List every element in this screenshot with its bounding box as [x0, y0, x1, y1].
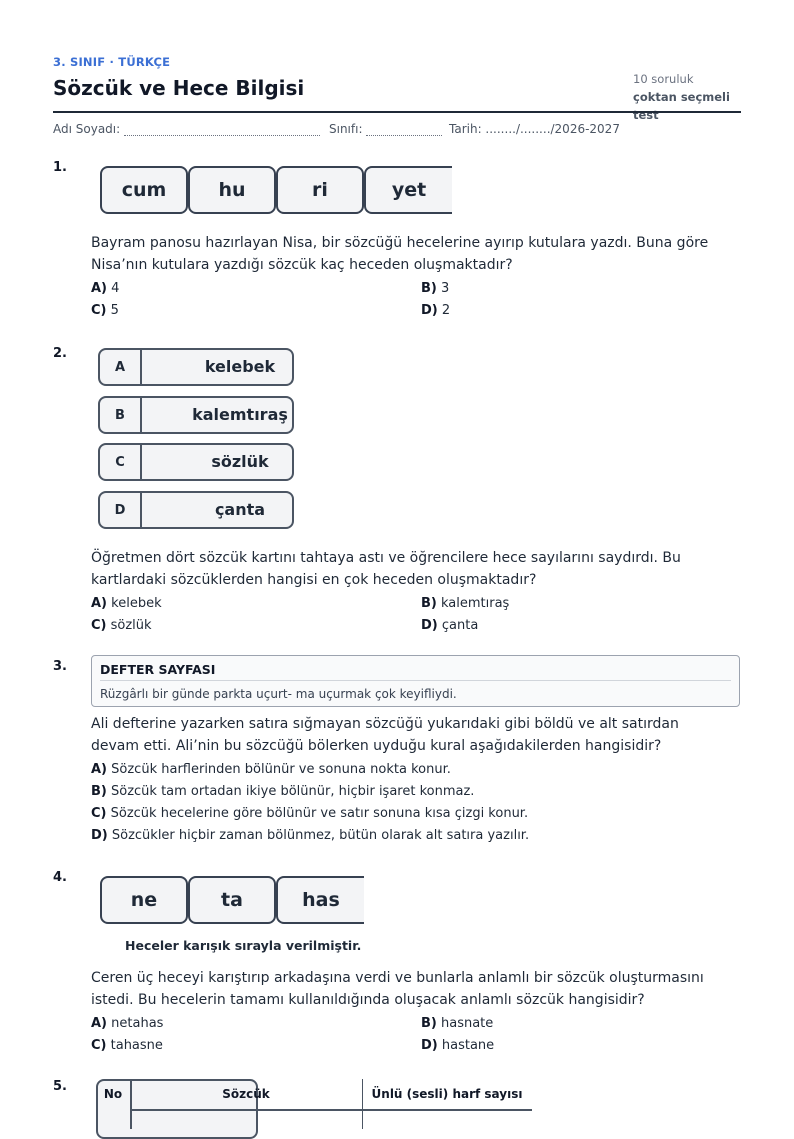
option-d[interactable]: D) 2 — [421, 303, 451, 318]
subject-label: 3. SINIF · TÜRKÇE — [53, 55, 171, 69]
card-word: kelebek — [204, 357, 276, 376]
question-number: 2. — [53, 346, 67, 361]
option-a[interactable]: A) netahas — [91, 1016, 164, 1031]
card-word: sözlük — [211, 452, 269, 471]
question-text: Ceren üç heceyi karıştırıp arkadaşına verdi ve bunlarla anlamlı bir sözcük oluşturmasını istedi. Bu hecelerin tamamı kullanıldığında oluşacak anlamlı sözcük hangisidir? — [91, 970, 704, 1008]
question-number: 3. — [53, 659, 67, 674]
option-b[interactable]: B) 3 — [421, 281, 450, 296]
notebook-text: Rüzgârlı bir günde parkta uçurt- ma uçurmak çok keyifliydi. — [100, 687, 457, 701]
option-d[interactable]: D) çanta — [421, 618, 479, 633]
question-number: 1. — [53, 160, 67, 175]
test-type: çoktan seçmeli test — [633, 90, 730, 122]
syllable-box: has — [276, 876, 364, 924]
option-b[interactable]: B) hasnate — [421, 1016, 494, 1031]
word-card — [98, 396, 294, 434]
card-word: kalemtıraş — [192, 405, 288, 424]
table-header-vowels: Ünlü (sesli) harf sayısı — [371, 1087, 523, 1101]
header-divider — [53, 111, 741, 113]
option-a[interactable]: A) Sözcük harflerinden bölünür ve sonuna nokta konur. — [91, 762, 451, 777]
name-field[interactable] — [124, 123, 320, 136]
card-letter: B — [100, 398, 142, 432]
syllable-box: ri — [276, 166, 364, 214]
question-count: 10 soruluk — [633, 72, 694, 86]
date-label: Tarih: ......../......../2026-2027 — [449, 122, 620, 136]
syllable-box: hu — [188, 166, 276, 214]
card-letter: A — [100, 350, 142, 384]
syllable-caption: Heceler karışık sırayla verilmiştir. — [125, 938, 362, 953]
question-text: Ali defterine yazarken satıra sığmayan sözcüğü yukarıdaki gibi böldü ve alt satırdan devam etti. Ali’nin bu sözcüğü bölerken uyduğu kural aşağıdakilerden hangisidir? — [91, 716, 679, 754]
option-c[interactable]: C) Sözcük hecelerine göre bölünür ve satır sonuna kısa çizgi konur. — [91, 806, 529, 821]
option-a[interactable]: A) kelebek — [91, 596, 162, 611]
word-card — [98, 348, 294, 386]
syllable-box: yet — [364, 166, 452, 214]
syllable-box: ne — [100, 876, 188, 924]
word-card — [98, 491, 294, 529]
card-letter: C — [100, 445, 142, 479]
page-title: Sözcük ve Hece Bilgisi — [53, 76, 305, 100]
syllable-box: ta — [188, 876, 276, 924]
option-b[interactable]: B) Sözcük tam ortadan ikiye bölünür, hiçbir işaret konmaz. — [91, 784, 475, 799]
test-meta — [633, 70, 741, 124]
name-label: Adı Soyadı: — [53, 122, 121, 136]
option-d[interactable]: D) Sözcükler hiçbir zaman bölünmez, bütün olarak alt satıra yazılır. — [91, 828, 530, 843]
notebook-title: DEFTER SAYFASI — [100, 662, 216, 677]
option-c[interactable]: C) sözlük — [91, 618, 152, 633]
card-letter: D — [100, 493, 142, 527]
question-number: 5. — [53, 1079, 67, 1094]
notebook-line — [100, 680, 731, 681]
table-header-rule — [130, 1109, 532, 1111]
vowel-count-table — [96, 1079, 532, 1129]
option-b[interactable]: B) kalemtıraş — [421, 596, 510, 611]
table-header-word: Sözcük — [222, 1087, 270, 1101]
syllable-boxes — [100, 166, 460, 216]
syllable-box: cum — [100, 166, 188, 214]
option-c[interactable]: C) tahasne — [91, 1038, 163, 1053]
option-a[interactable]: A) 4 — [91, 281, 120, 296]
notebook-box — [91, 655, 740, 707]
question-number: 4. — [53, 870, 67, 885]
option-c[interactable]: C) 5 — [91, 303, 119, 318]
class-label: Sınıfı: — [329, 122, 363, 136]
class-field[interactable] — [366, 123, 442, 136]
table-header-no: No — [103, 1087, 123, 1101]
word-card — [98, 443, 294, 481]
question-text: Öğretmen dört sözcük kartını tahtaya astı ve öğrencilere hece sayılarını saydırdı. Bu kartlardaki sözcüklerden hangisi en çok heceden oluşmaktadır? — [91, 550, 681, 588]
syllable-boxes — [100, 876, 370, 926]
question-text: Bayram panosu hazırlayan Nisa, bir sözcüğü hecelerine ayırıp kutulara yazdı. Buna göre Nisa’nın kutulara yazdığı sözcük kaç heceden oluşmaktadır? — [91, 235, 709, 273]
card-word: çanta — [214, 500, 266, 519]
option-d[interactable]: D) hastane — [421, 1038, 495, 1053]
